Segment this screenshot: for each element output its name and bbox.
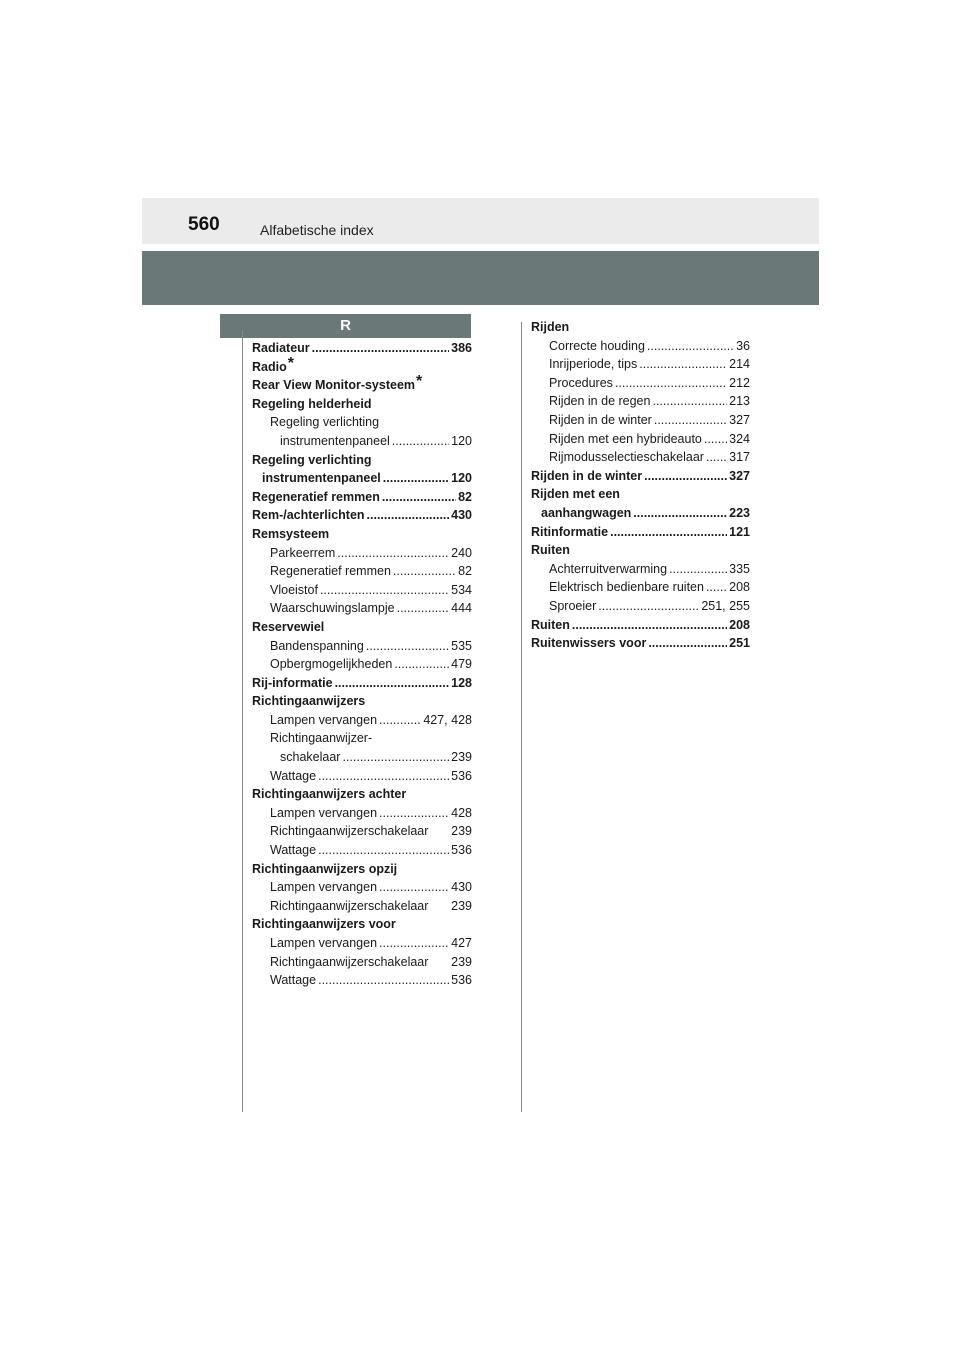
index-entry [252, 897, 472, 916]
index-entry [252, 544, 472, 563]
entry-term: Regeling verlichting [252, 452, 372, 467]
entry-term: Rem-/achterlichten [252, 508, 365, 523]
entry-page-ref[interactable]: 444 [451, 601, 472, 616]
entry-page-ref[interactable]: 536 [451, 768, 472, 783]
entry-page-ref[interactable]: 213 [729, 394, 750, 409]
entry-page-ref[interactable]: 120 [451, 433, 472, 448]
dot-leader [392, 432, 449, 451]
entry-page-ref[interactable]: 208 [729, 617, 750, 632]
entry-term: Ruiten [531, 617, 570, 632]
index-entry [252, 860, 472, 879]
entry-page-ref[interactable]: 427, 428 [423, 712, 472, 727]
entry-page-ref[interactable]: 427 [451, 936, 472, 950]
index-entry [531, 374, 750, 393]
footnote-marker: * [287, 354, 294, 372]
entry-term: Rij-informatie [252, 675, 333, 690]
dot-leader [337, 544, 449, 563]
entry-term: Rijmodusselectieschakelaar [549, 450, 704, 465]
index-entry [531, 467, 750, 486]
index-entry [531, 541, 750, 560]
entry-term: Parkeerrem [270, 545, 336, 560]
entry-page-ref[interactable]: 335 [729, 561, 750, 576]
entry-term: Richtingaanwijzerschakelaar [270, 954, 429, 969]
entry-term: Vloeistof [270, 582, 318, 597]
entry-page-ref[interactable]: 479 [451, 657, 472, 672]
index-entry [252, 395, 472, 414]
dot-leader [654, 411, 727, 430]
entry-term: Regeneratief remmen [252, 489, 380, 504]
entry-page-ref[interactable]: 240 [451, 545, 472, 560]
entry-term: Regeling helderheid [252, 396, 372, 411]
dot-leader [320, 581, 449, 600]
entry-term: Remsysteem [252, 526, 330, 541]
index-entry [531, 634, 750, 653]
index-entry [531, 616, 750, 635]
entry-page-ref[interactable]: 239 [451, 898, 472, 913]
dot-leader [706, 578, 727, 597]
dot-leader [312, 339, 449, 358]
entry-page-ref[interactable]: 327 [729, 468, 750, 483]
dot-leader [610, 523, 727, 542]
entry-page-ref[interactable]: 223 [729, 505, 750, 520]
index-entry [252, 562, 472, 581]
dot-leader [394, 655, 449, 674]
index-entry [531, 560, 750, 579]
index-entry [252, 748, 472, 767]
index-entry [531, 578, 750, 597]
entry-term: Richtingaanwijzers opzij [252, 861, 398, 876]
dot-leader [633, 504, 727, 523]
index-entry [252, 373, 472, 395]
entry-term: Richtingaanwijzers [252, 694, 366, 709]
entry-term: Ruiten [531, 543, 570, 558]
entry-page-ref[interactable]: 120 [451, 471, 472, 486]
entry-page-ref[interactable]: 239 [451, 824, 472, 839]
entry-page-ref[interactable]: 251, 255 [701, 598, 750, 613]
dot-leader [379, 804, 449, 823]
entry-term: Richtingaanwijzerschakelaar [270, 898, 429, 913]
index-entry [252, 953, 472, 972]
index-entry [531, 355, 750, 374]
entry-term: Ruitenwissers voor [531, 636, 647, 651]
entry-page-ref[interactable]: 317 [729, 450, 750, 465]
entry-term: Lampen vervangen [270, 805, 378, 820]
entry-term: Waarschuwingslampje [270, 601, 395, 616]
index-entry [252, 822, 472, 841]
dot-leader [366, 637, 449, 656]
entry-page-ref[interactable]: 212 [729, 375, 750, 390]
entry-page-ref[interactable]: 128 [451, 675, 472, 690]
entry-page-ref[interactable]: 327 [729, 412, 750, 427]
entry-term: Elektrisch bedienbare ruiten [549, 580, 704, 595]
entry-term: Regeneratief remmen [270, 564, 391, 579]
index-entry [252, 711, 472, 730]
page-number: 560 [188, 214, 220, 235]
dot-leader [383, 469, 449, 488]
entry-page-ref[interactable]: 208 [729, 580, 750, 595]
entry-term: Opbergmogelijkheden [270, 657, 393, 672]
entry-term: Wattage [270, 973, 317, 988]
index-entry [252, 339, 472, 358]
index-entry [252, 637, 472, 656]
entry-page-ref[interactable]: 82 [458, 489, 472, 504]
entry-term: instrumentenpaneel [262, 471, 381, 486]
index-entry [252, 618, 472, 637]
index-entry [252, 674, 472, 693]
entry-page-ref[interactable]: 214 [729, 357, 750, 372]
dot-leader [647, 337, 734, 356]
page-title: Alfabetische index [260, 222, 374, 238]
index-entry [252, 469, 472, 488]
entry-term: Radio [252, 359, 287, 374]
index-entry [252, 915, 472, 934]
entry-page-ref[interactable]: 536 [451, 843, 472, 858]
entry-term: Wattage [270, 768, 317, 783]
dot-leader [644, 467, 727, 486]
footnote-marker: * [416, 373, 423, 391]
entry-term: Richtingaanwijzerschakelaar [270, 824, 429, 839]
index-entry [252, 841, 472, 860]
dot-leader [367, 506, 450, 525]
entry-page-ref[interactable]: 36 [736, 338, 750, 353]
index-entry [252, 971, 472, 990]
index-entry [252, 525, 472, 544]
entry-page-ref[interactable]: 386 [451, 341, 472, 355]
index-entry [252, 785, 472, 804]
header-band [142, 198, 819, 244]
section-bar [142, 251, 819, 305]
index-entry [531, 430, 750, 449]
index-entry [252, 451, 472, 470]
dot-leader [572, 616, 727, 635]
index-entry [531, 448, 750, 467]
index-entry [252, 729, 472, 748]
entry-term: Wattage [270, 843, 317, 858]
index-entry [252, 413, 472, 432]
index-entry [252, 581, 472, 600]
index-entry [252, 354, 472, 377]
index-entry [531, 337, 750, 356]
dot-leader [379, 711, 421, 730]
entry-page-ref[interactable]: 536 [451, 973, 472, 988]
entry-term: Rijden [531, 320, 570, 334]
entry-term: Richtingaanwijzers voor [252, 917, 396, 932]
column-rule-middle [521, 322, 522, 1112]
entry-term: Rijden in de winter [531, 468, 643, 483]
dot-leader [318, 767, 449, 786]
entry-page-ref[interactable]: 535 [451, 638, 472, 653]
entry-term: Regeling verlichting [270, 415, 380, 430]
entry-page-ref[interactable]: 82 [458, 564, 472, 579]
entry-term: Richtingaanwijzer- [270, 731, 373, 746]
dot-leader [393, 562, 456, 581]
index-entry [252, 804, 472, 823]
dot-leader [382, 488, 456, 507]
column-rule-left [242, 330, 243, 1112]
index-entry [252, 599, 472, 618]
entry-term: Radiateur [252, 341, 310, 355]
entry-term: Rijden in de winter [549, 412, 652, 427]
entry-term: Ritinformatie [531, 524, 609, 539]
dot-leader [379, 934, 449, 953]
entry-term: Procedures [549, 375, 613, 390]
index-entry [252, 767, 472, 786]
dot-leader [379, 878, 449, 897]
entry-page-ref[interactable]: 534 [451, 582, 472, 597]
index-column-1 [252, 339, 472, 990]
index-entry [531, 523, 750, 542]
entry-term: Reservewiel [252, 619, 325, 634]
index-entry [531, 504, 750, 523]
entry-page-ref[interactable]: 239 [451, 954, 472, 969]
index-entry [252, 488, 472, 507]
index-entry [531, 392, 750, 411]
entry-term: Lampen vervangen [270, 936, 378, 950]
index-entry [531, 318, 750, 337]
entry-term: Correcte houding [549, 338, 645, 353]
entry-term: Bandenspanning [270, 638, 364, 653]
entry-page-ref[interactable]: 430 [451, 508, 472, 523]
entry-page-ref[interactable]: 251 [729, 636, 750, 651]
dot-leader [342, 748, 449, 767]
entry-term: instrumentenpaneel [280, 433, 390, 448]
dot-leader [669, 560, 727, 579]
entry-term: aanhangwagen [541, 505, 632, 520]
dot-leader [598, 597, 699, 616]
index-entry [252, 878, 472, 897]
entry-term: Rear View Monitor-systeem [252, 378, 416, 393]
entry-page-ref[interactable]: 428 [451, 805, 472, 820]
index-entry [531, 411, 750, 430]
entry-term: schakelaar [280, 750, 341, 765]
index-entry [252, 692, 472, 711]
entry-page-ref[interactable]: 324 [729, 431, 750, 446]
dot-leader [704, 430, 727, 449]
index-entry [252, 655, 472, 674]
entry-term: Achterruitverwarming [549, 561, 668, 576]
entry-page-ref[interactable]: 430 [451, 880, 472, 895]
letter-heading: R [220, 314, 471, 338]
dot-leader [318, 841, 449, 860]
entry-term: Inrijperiode, tips [549, 357, 638, 372]
index-entry [252, 432, 472, 451]
entry-page-ref[interactable]: 239 [451, 750, 472, 765]
index-entry [252, 506, 472, 525]
dot-leader [706, 448, 727, 467]
entry-term: Lampen vervangen [270, 712, 378, 727]
entry-term: Richtingaanwijzers achter [252, 787, 407, 802]
dot-leader [615, 374, 727, 393]
entry-term: Sproeier [549, 598, 597, 613]
entry-term: Rijden in de regen [549, 394, 651, 409]
dot-leader [335, 674, 450, 693]
entry-page-ref[interactable]: 121 [729, 524, 750, 539]
dot-leader [648, 634, 727, 653]
entry-term: Rijden met een [531, 487, 620, 502]
index-entry [531, 597, 750, 616]
dot-leader [639, 355, 727, 374]
dot-leader [397, 599, 450, 618]
dot-leader [652, 392, 727, 411]
entry-term: Lampen vervangen [270, 880, 378, 895]
index-column-2 [531, 318, 750, 653]
dot-leader [318, 971, 449, 990]
index-entry [531, 485, 750, 504]
entry-term: Rijden met een hybrideauto [549, 431, 702, 446]
index-entry [252, 934, 472, 953]
